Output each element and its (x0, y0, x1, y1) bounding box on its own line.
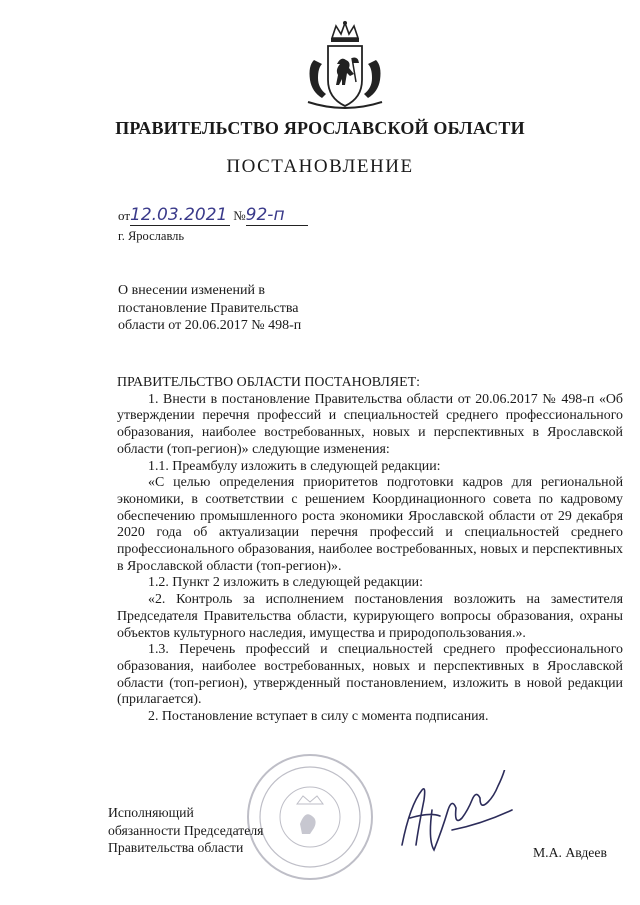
signature-position (108, 804, 263, 857)
subject-line: О внесении изменений в (118, 283, 266, 298)
signer-name: М.А. Авдеев (533, 845, 607, 860)
paragraph-1-3: 1.3. Перечень профессий и специальностей среднего профессионального образования, наиболее востребованных, новых и перспективных в Ярославской области (топ-регион), утвержденный постановлением, изложить в новой редакции (прилагается). (117, 642, 623, 708)
paragraph-1-2: 1.2. Пункт 2 изложить в следующей редакции: (148, 575, 423, 591)
position-line: Исполняющий (108, 805, 194, 820)
subject-line: области от 20.06.2017 № 498-п (118, 318, 302, 333)
resolution-heading: ПРАВИТЕЛЬСТВО ОБЛАСТИ ПОСТАНОВЛЯЕТ: (117, 375, 420, 390)
subject-line: постановление Правительства (118, 300, 299, 316)
official-seal-icon (245, 752, 375, 882)
paragraph-1-1-quote: «С целью определения приоритетов подготовки кадров для региональной экономики, в соответствии с решением Координационного совета по кадровому обеспечению промышленного роста экономики Ярославской области от 29 декабря 2020 года об актуализации перечня профессий и специальностей среднего профессионального образования, наиболее востребованных, новых и перспективных в Ярославской области (топ-регион)». (117, 475, 623, 574)
paragraph-2: 2. Постановление вступает в силу с момента подписания. (148, 709, 489, 725)
date-prefix: от (118, 208, 131, 223)
handwritten-signature-icon (392, 770, 522, 860)
paragraph-1: 1. Внести в постановление Правительства области от 20.06.2017 № 498-п «Об утверждении перечня профессий и специальностей среднего профессионального образования, наиболее востребованных, новых и перспективных в Ярославской области (топ-регион)» следующие изменения: (117, 391, 623, 457)
handwritten-date: 12.03.2021 (130, 205, 228, 225)
number-prefix: № (233, 208, 246, 223)
city: г. Ярославль (118, 229, 185, 243)
paragraph-1-1: 1.1. Преамбулу изложить в следующей редакции: (148, 458, 441, 474)
paragraph-1-2-quote: «2. Контроль за исполнением постановления возложить на заместителя Председателя Правительства области, курирующего вопросы образования, охраны объектов культурного наследия, имущества и природопользования.». (117, 592, 623, 641)
document-type: ПОСТАНОВЛЕНИЕ (226, 156, 414, 177)
handwritten-number: 92-п (245, 205, 285, 225)
coat-of-arms-icon (300, 20, 390, 115)
date-number-line (118, 205, 308, 226)
position-line: Правительства области (108, 840, 244, 855)
government-title: ПРАВИТЕЛЬСТВО ЯРОСЛАВСКОЙ ОБЛАСТИ (115, 118, 525, 138)
subject-block (118, 282, 301, 335)
position-line: обязанности Председателя (108, 822, 264, 838)
document-body (117, 375, 623, 726)
